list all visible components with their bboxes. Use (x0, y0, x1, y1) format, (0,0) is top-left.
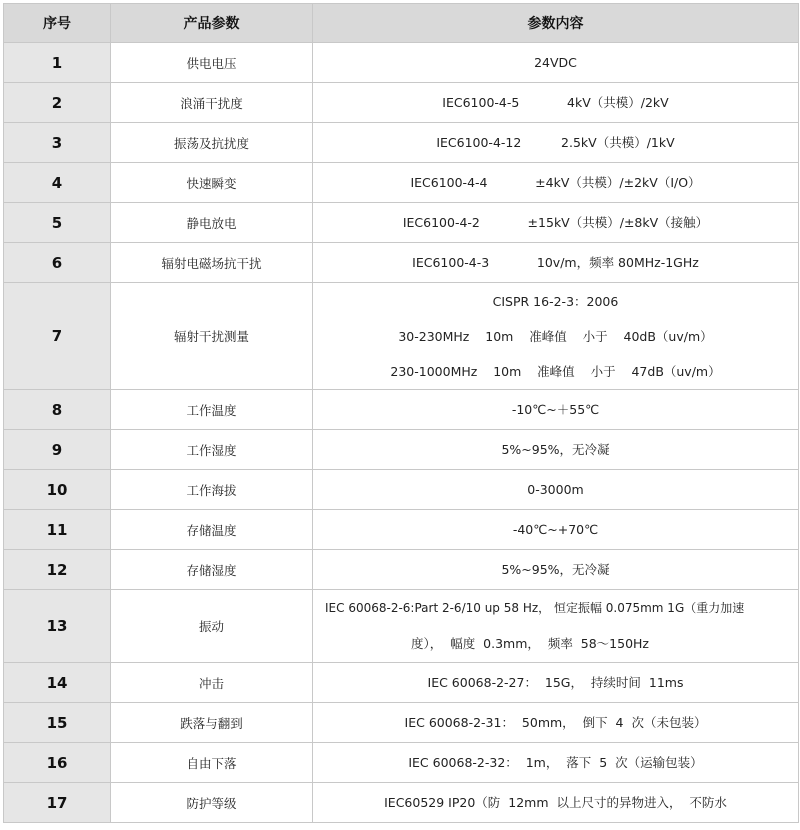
row-content (313, 243, 799, 283)
row-content (313, 783, 799, 823)
content-line: IEC 60068-2-27： 15G， 持续时间 11ms (427, 675, 684, 690)
table-row (4, 203, 799, 243)
row-index: 13 (4, 590, 111, 663)
content-line: 0-3000m (527, 482, 584, 497)
table-row (4, 550, 799, 590)
row-param: 辐射电磁场抗干扰 (111, 243, 313, 283)
table-row (4, 283, 799, 390)
header-param: 产品参数 (111, 4, 313, 43)
content-line: 230-1000MHz 10m 准峰值 小于 47dB（uv/m） (390, 363, 721, 379)
content-line: IEC6100-4-2 ±15kV（共模）/±8kV（接触） (402, 215, 709, 230)
row-index: 9 (4, 430, 111, 470)
content-line: CISPR 16-2-3：2006 (492, 293, 619, 309)
row-param: 辐射干扰测量 (111, 283, 313, 390)
row-param: 浪涌干扰度 (111, 83, 313, 123)
row-param: 工作海拔 (111, 470, 313, 510)
row-content (313, 43, 799, 83)
row-index: 2 (4, 83, 111, 123)
table-row (4, 83, 799, 123)
row-param: 冲击 (111, 663, 313, 703)
table-row (4, 743, 799, 783)
row-content (313, 123, 799, 163)
row-param: 工作湿度 (111, 430, 313, 470)
content-line: -10℃~＋55℃ (511, 402, 600, 417)
table-row (4, 43, 799, 83)
content-line: -40℃~+70℃ (512, 522, 599, 537)
row-index: 3 (4, 123, 111, 163)
content-line: 5%~95%，无冷凝 (501, 562, 610, 577)
row-content (313, 663, 799, 703)
row-content (313, 510, 799, 550)
table-row (4, 703, 799, 743)
table-row (4, 123, 799, 163)
header-row (4, 4, 799, 43)
row-param: 静电放电 (111, 203, 313, 243)
table-row (4, 430, 799, 470)
table-row (4, 510, 799, 550)
table-row (4, 390, 799, 430)
table-row (4, 590, 799, 663)
row-index: 8 (4, 390, 111, 430)
row-content (313, 203, 799, 243)
row-content (313, 703, 799, 743)
row-param: 振动 (111, 590, 313, 663)
content-line: IEC 60068-2-31： 50mm， 倒下 4 次（未包装） (404, 715, 707, 730)
row-param: 自由下落 (111, 743, 313, 783)
row-param: 存储温度 (111, 510, 313, 550)
content-line: 30-230MHz 10m 准峰值 小于 40dB（uv/m） (398, 328, 713, 344)
content-line: 24VDC (534, 55, 577, 70)
row-content (313, 163, 799, 203)
row-index: 12 (4, 550, 111, 590)
row-index: 6 (4, 243, 111, 283)
table-row (4, 163, 799, 203)
header-content: 参数内容 (313, 4, 799, 43)
spec-table (3, 3, 799, 823)
row-index: 5 (4, 203, 111, 243)
row-index: 10 (4, 470, 111, 510)
row-index: 4 (4, 163, 111, 203)
content-line: IEC 60068-2-32： 1m， 落下 5 次（运输包装） (408, 755, 703, 770)
content-line: 度）， 幅度 0.3mm， 频率 58～150Hz (411, 636, 649, 651)
row-param: 快速瞬变 (111, 163, 313, 203)
row-param: 防护等级 (111, 783, 313, 823)
row-param: 振荡及抗扰度 (111, 123, 313, 163)
header-index: 序号 (4, 4, 111, 43)
row-content (313, 390, 799, 430)
table-row (4, 663, 799, 703)
row-content (313, 550, 799, 590)
row-param: 存储湿度 (111, 550, 313, 590)
content-line: IEC6100-4-5 4kV（共模）/2kV (442, 95, 669, 110)
row-index: 14 (4, 663, 111, 703)
content-line: IEC6100-4-4 ±4kV（共模）/±2kV（I/O） (410, 175, 701, 190)
row-content (313, 470, 799, 510)
row-param: 供电电压 (111, 43, 313, 83)
row-index: 17 (4, 783, 111, 823)
row-content (313, 283, 799, 390)
row-index: 16 (4, 743, 111, 783)
row-index: 15 (4, 703, 111, 743)
row-index: 11 (4, 510, 111, 550)
row-index: 1 (4, 43, 111, 83)
row-content (313, 590, 799, 663)
content-line: IEC 60068-2-6:Part 2-6/10 up 58 Hz， 恒定振幅 0.075mm 1G（重力加速 (325, 601, 745, 615)
row-content (313, 743, 799, 783)
table-row (4, 470, 799, 510)
row-param: 跌落与翻到 (111, 703, 313, 743)
row-index: 7 (4, 283, 111, 390)
content-line: IEC60529 IP20（防 12mm 以上尺寸的异物进入， 不防水 (384, 795, 727, 810)
row-param: 工作温度 (111, 390, 313, 430)
table-row (4, 783, 799, 823)
content-line: IEC6100-4-12 2.5kV（共模）/1kV (436, 135, 675, 150)
content-line: 5%~95%，无冷凝 (501, 442, 610, 457)
row-content (313, 430, 799, 470)
content-line: IEC6100-4-3 10v/m，频率 80MHz-1GHz (412, 255, 699, 270)
row-content (313, 83, 799, 123)
table-row (4, 243, 799, 283)
